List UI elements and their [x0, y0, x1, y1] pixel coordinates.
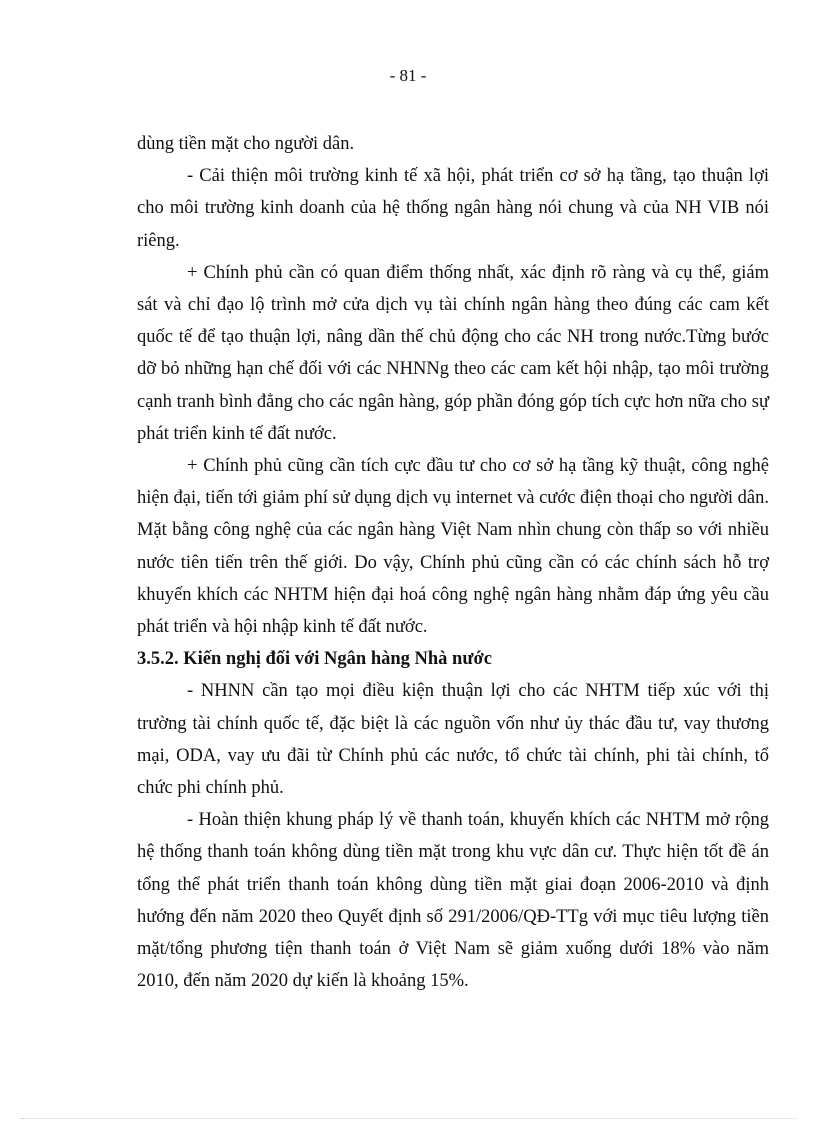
- paragraph-payment-framework: - Hoàn thiện khung pháp lý về thanh toán, khuyến khích các NHTM mở rộng hệ thống thanh toán không dùng tiền mặt trong khu vực dân cư. Thực hiện tốt đề án tổng thể phát triển thanh toán không dùng tiền mặt giai đoạn 2006-2010 và định hướng đến năm 2020 theo Quyết định số 291/2006/QĐ-TTg với mục tiêu lượng tiền mặt/tổng phương tiện thanh toán ở Việt Nam sẽ giảm xuống dưới 18% vào năm 2010, đến năm 2020 dự kiến là khoảng 15%.: [137, 810, 769, 992]
- document-body: [137, 128, 769, 997]
- section-heading: 3.5.2. Kiến nghị đối với Ngân hàng Nhà nước: [137, 649, 492, 670]
- paragraph-government-roadmap: + Chính phủ cần có quan điểm thống nhất, xác định rõ ràng và cụ thể, giám sát và chỉ đạo lộ trình mở cửa dịch vụ tài chính ngân hàng theo đúng các cam kết quốc tế để tạo thuận lợi, nâng dần thế chủ động cho các NH trong nước.Từng bước dỡ bỏ những hạn chế đối với các NHNNg theo các cam kết hội nhập, tạo môi trường cạnh tranh bình đẳng cho các ngân hàng, góp phần đóng góp tích cực hơn nữa cho sự phát triển kinh tế đất nước.: [137, 262, 769, 444]
- paragraph-infrastructure: - Cải thiện môi trường kinh tế xã hội, phát triển cơ sở hạ tầng, tạo thuận lợi cho môi trường kinh doanh của hệ thống ngân hàng nói chung và của NH VIB nói riêng.: [137, 166, 769, 251]
- page-number: - 81 -: [389, 66, 427, 85]
- paragraph-international-capital: - NHNN cần tạo mọi điều kiện thuận lợi cho các NHTM tiếp xúc với thị trường tài chính quốc tế, đặc biệt là các nguồn vốn như ủy thác đầu tư, vay thương mại, ODA, vay ưu đãi từ Chính phủ các nước, tổ chức tài chính, phi tài chính, tổ chức phi chính phủ.: [137, 681, 769, 799]
- page-bottom-divider: [20, 1118, 796, 1119]
- paragraph-continuation: dùng tiền mặt cho người dân.: [137, 134, 355, 154]
- paragraph-technology-investment: + Chính phủ cũng cần tích cực đầu tư cho cơ sở hạ tầng kỹ thuật, công nghệ hiện đại, tiến tới giảm phí sử dụng dịch vụ internet và cước điện thoại cho người dân. Mặt bằng công nghệ của các ngân hàng Việt Nam nhìn chung còn thấp so với nhiều nước tiên tiến trên thế giới. Do vậy, Chính phủ cũng cần có các chính sách hỗ trợ khuyến khích các NHTM hiện đại hoá công nghệ ngân hàng nhằm đáp ứng yêu cầu phát triển và hội nhập kinh tế đất nước.: [137, 456, 769, 638]
